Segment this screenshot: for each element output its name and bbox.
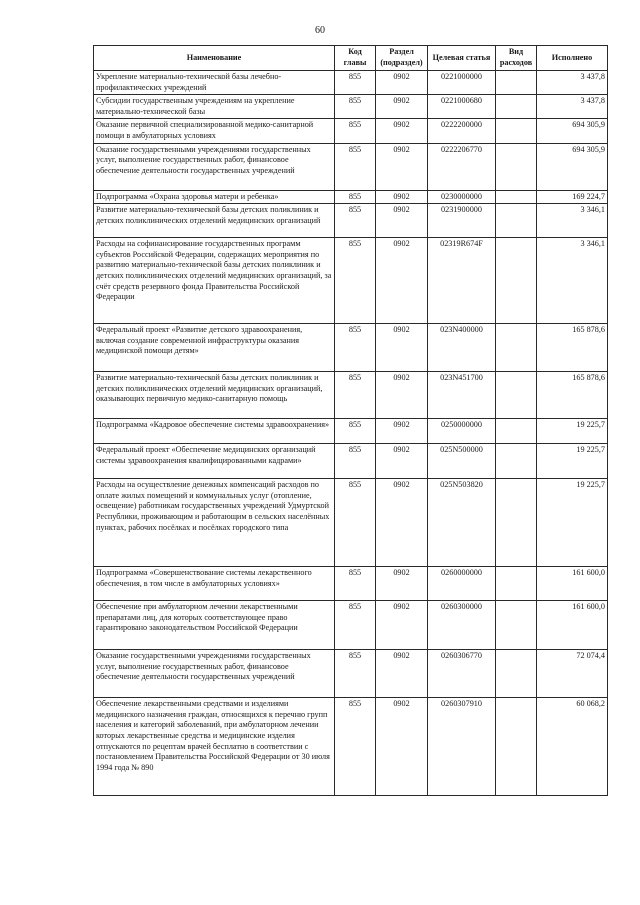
row-name: Развитие материально-технической базы детских поликлиник и детских поликлинических отделений медицинских организаций	[94, 204, 335, 238]
row-section: 0902	[376, 119, 428, 143]
row-target: 0221000680	[428, 95, 496, 119]
row-amount: 161 600,0	[537, 601, 608, 650]
row-target: 0260306770	[428, 650, 496, 698]
row-target: 0260307910	[428, 698, 496, 796]
row-code: 855	[335, 324, 376, 372]
row-code: 855	[335, 601, 376, 650]
row-amount: 169 224,7	[537, 190, 608, 204]
row-type	[496, 324, 537, 372]
row-amount: 19 225,7	[537, 444, 608, 479]
header-type: Вид расходов	[496, 46, 537, 71]
row-section: 0902	[376, 444, 428, 479]
row-amount: 3 346,1	[537, 238, 608, 324]
table-row	[94, 119, 608, 143]
row-type	[496, 143, 537, 190]
header-name: Наименование	[94, 46, 335, 71]
row-section: 0902	[376, 190, 428, 204]
row-name: Подпрограмма «Совершенствование системы лекарственного обеспечения, в том числе в амбулаторных условиях»	[94, 567, 335, 601]
header-section: Раздел (подраздел)	[376, 46, 428, 71]
table-row	[94, 204, 608, 238]
row-type	[496, 419, 537, 444]
table-row	[94, 372, 608, 419]
row-section: 0902	[376, 95, 428, 119]
table-row	[94, 479, 608, 567]
row-code: 855	[335, 119, 376, 143]
row-section: 0902	[376, 71, 428, 95]
row-code: 855	[335, 698, 376, 796]
table-row	[94, 698, 608, 796]
row-section: 0902	[376, 372, 428, 419]
row-type	[496, 444, 537, 479]
row-section: 0902	[376, 698, 428, 796]
row-type	[496, 372, 537, 419]
row-type	[496, 698, 537, 796]
row-amount: 3 346,1	[537, 204, 608, 238]
row-code: 855	[335, 95, 376, 119]
table-row	[94, 444, 608, 479]
row-name: Оказание первичной специализированной медико-санитарной помощи в амбулаторных условиях	[94, 119, 335, 143]
budget-table	[93, 45, 608, 796]
row-type	[496, 479, 537, 567]
table-row	[94, 190, 608, 204]
row-amount: 161 600,0	[537, 567, 608, 601]
table-row	[94, 650, 608, 698]
row-amount: 694 305,9	[537, 119, 608, 143]
row-code: 855	[335, 71, 376, 95]
row-target: 0260000000	[428, 567, 496, 601]
row-code: 855	[335, 143, 376, 190]
row-amount: 694 305,9	[537, 143, 608, 190]
row-type	[496, 190, 537, 204]
row-target: 0260300000	[428, 601, 496, 650]
row-name: Федеральный проект «Развитие детского здравоохранения, включая создание современной инфраструктуры оказания медицинской помощи детям»	[94, 324, 335, 372]
row-section: 0902	[376, 238, 428, 324]
row-code: 855	[335, 444, 376, 479]
row-target: 0250000000	[428, 419, 496, 444]
row-section: 0902	[376, 567, 428, 601]
row-name: Оказание государственными учреждениями государственных услуг, выполнение государственных работ, финансовое обеспечение деятельности государственных учреждений	[94, 143, 335, 190]
table-row	[94, 324, 608, 372]
table-row	[94, 238, 608, 324]
row-target: 025N503820	[428, 479, 496, 567]
row-type	[496, 204, 537, 238]
row-section: 0902	[376, 204, 428, 238]
row-amount: 3 437,8	[537, 95, 608, 119]
row-target: 025N500000	[428, 444, 496, 479]
row-section: 0902	[376, 479, 428, 567]
table-header-row	[94, 46, 608, 71]
table-row	[94, 71, 608, 95]
table-row	[94, 601, 608, 650]
row-name: Подпрограмма «Охрана здоровья матери и ребенка»	[94, 190, 335, 204]
row-code: 855	[335, 650, 376, 698]
row-amount: 165 878,6	[537, 324, 608, 372]
row-name: Обеспечение при амбулаторном лечении лекарственными препаратами лиц, для которых соответствующее право гарантировано законодательством Российской Федерации	[94, 601, 335, 650]
row-code: 855	[335, 479, 376, 567]
row-code: 855	[335, 419, 376, 444]
row-type	[496, 95, 537, 119]
row-amount: 72 074,4	[537, 650, 608, 698]
row-type	[496, 567, 537, 601]
row-type	[496, 601, 537, 650]
row-name: Расходы на софинансирование государственных программ субъектов Российской Федерации, содержащих мероприятия по развитию материально-технической базы детских поликлиник и детских поликлинических отделений медицинских организаций, за счёт средств резервного фонда Правительства Российской Федерации	[94, 238, 335, 324]
row-amount: 19 225,7	[537, 479, 608, 567]
row-type	[496, 650, 537, 698]
row-section: 0902	[376, 650, 428, 698]
row-section: 0902	[376, 419, 428, 444]
table-row	[94, 143, 608, 190]
row-amount: 60 068,2	[537, 698, 608, 796]
row-code: 855	[335, 567, 376, 601]
row-target: 0222200000	[428, 119, 496, 143]
row-target: 0222206770	[428, 143, 496, 190]
row-section: 0902	[376, 324, 428, 372]
row-target: 02319R674F	[428, 238, 496, 324]
header-code: Код главы	[335, 46, 376, 71]
row-code: 855	[335, 238, 376, 324]
row-type	[496, 238, 537, 324]
row-code: 855	[335, 204, 376, 238]
header-amount: Исполнено	[537, 46, 608, 71]
row-type	[496, 119, 537, 143]
header-target: Целевая статья	[428, 46, 496, 71]
row-name: Укрепление материально-технической базы лечебно-профилактических учреждений	[94, 71, 335, 95]
row-name: Развитие материально-технической базы детских поликлиник и детских поликлинических отделений медицинских организаций, оказывающих первичную медико-санитарную помощь	[94, 372, 335, 419]
row-amount: 3 437,8	[537, 71, 608, 95]
row-target: 023N451700	[428, 372, 496, 419]
row-name: Подпрограмма «Кадровое обеспечение системы здравоохранения»	[94, 419, 335, 444]
table-row	[94, 95, 608, 119]
row-name: Расходы на осуществление денежных компенсаций расходов по оплате жилых помещений и коммунальных услуг (отопление, освещение) работникам государственных учреждений Удмуртской Республики, проживающим и работающим в сельских населённых пунктах, рабочих посёлках и посёлках городского типа	[94, 479, 335, 567]
row-target: 023N400000	[428, 324, 496, 372]
row-amount: 165 878,6	[537, 372, 608, 419]
table-row	[94, 567, 608, 601]
row-target: 0231900000	[428, 204, 496, 238]
row-code: 855	[335, 372, 376, 419]
row-type	[496, 71, 537, 95]
row-code: 855	[335, 190, 376, 204]
row-target: 0230000000	[428, 190, 496, 204]
row-name: Субсидии государственным учреждениям на укрепление материально-технической базы	[94, 95, 335, 119]
row-name: Оказание государственными учреждениями государственных услуг, выполнение государственных работ, финансовое обеспечение деятельности государственных учреждений	[94, 650, 335, 698]
page-number: 60	[315, 25, 325, 36]
row-section: 0902	[376, 143, 428, 190]
row-amount: 19 225,7	[537, 419, 608, 444]
row-name: Обеспечение лекарственными средствами и изделиями медицинского назначения граждан, относящихся к перечню групп населения и категорий заболеваний, при амбулаторном лечении которых лекарственные средства и медицинские изделия отпускаются по рецептам врачей бесплатно в соответствии с постановлением Правительства Российской Федерации от 30 июля 1994 года № 890	[94, 698, 335, 796]
table-row	[94, 419, 608, 444]
row-section: 0902	[376, 601, 428, 650]
row-name: Федеральный проект «Обеспечение медицинских организаций системы здравоохранения квалифицированными кадрами»	[94, 444, 335, 479]
row-target: 0221000000	[428, 71, 496, 95]
